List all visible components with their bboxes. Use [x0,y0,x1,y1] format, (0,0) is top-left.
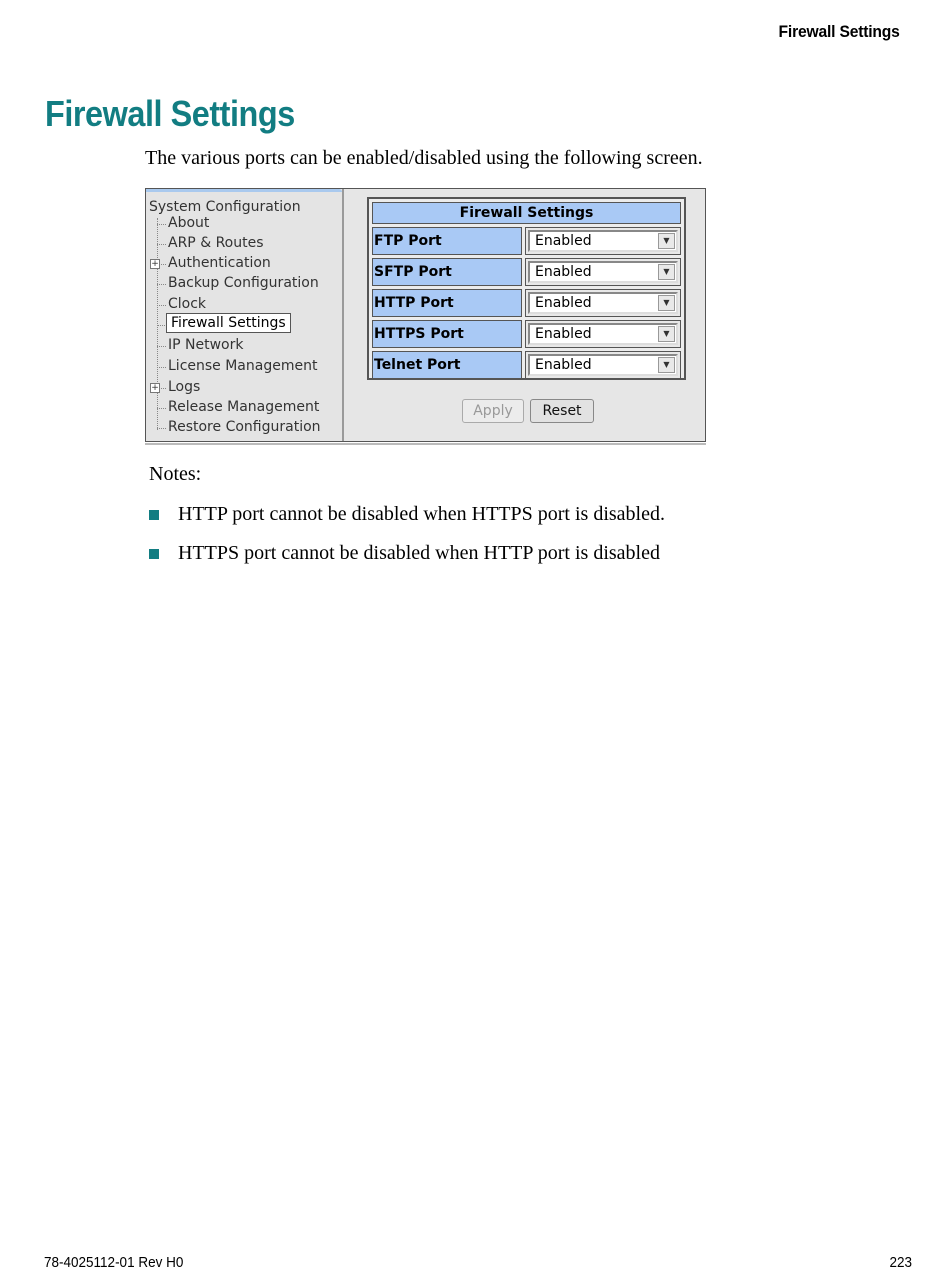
page-title: Firewall Settings [45,93,295,134]
tree-item-label: License Management [168,358,318,374]
tree-item-label: ARP & Routes [168,235,264,251]
tree-item-label: Restore Configuration [168,419,321,435]
https-port-label: HTTPS Port [372,320,522,348]
select-value: Enabled [535,233,592,249]
note-text: HTTPS port cannot be disabled when HTTP port is disabled [178,542,660,564]
select-value: Enabled [535,295,592,311]
reset-button[interactable]: Reset [530,399,594,423]
tree-item-label: About [168,215,210,231]
notes-heading: Notes: [149,463,202,485]
expand-plus-icon[interactable]: + [151,383,159,393]
dropdown-arrow-icon[interactable]: ▼ [658,326,675,342]
panel-title: Firewall Settings [372,202,681,224]
tree-item-label: IP Network [168,337,244,353]
tree-item-about[interactable] [168,215,209,231]
list-item [148,503,665,542]
dropdown-arrow-icon[interactable]: ▼ [658,295,675,311]
tree-item-label: Firewall Settings [171,315,286,331]
list-item [148,542,665,581]
https-port-cell [525,320,681,348]
http-port-label: HTTP Port [372,289,522,317]
telnet-port-label: Telnet Port [372,351,522,379]
firewall-settings-panel [367,197,686,380]
sftp-port-label: SFTP Port [372,258,522,286]
http-port-select[interactable] [528,292,678,314]
tree-root-system-configuration[interactable]: System Configuration [149,199,301,215]
select-value: Enabled [535,326,592,342]
tree-item-backup-configuration[interactable] [168,275,319,291]
config-tree [146,189,344,441]
footer-page-number: 223 [889,1254,912,1271]
tree-item-label: Clock [168,296,207,312]
tree-item-ip-network[interactable] [168,337,243,353]
footer-doc-number: 78-4025112-01 Rev H0 [44,1254,184,1271]
tree-item-label: Logs [168,379,201,395]
tree-item-license-management[interactable] [168,358,317,374]
https-port-select[interactable] [528,323,678,345]
sftp-port-select[interactable] [528,261,678,283]
ftp-port-label: FTP Port [372,227,522,255]
select-value: Enabled [535,264,592,280]
intro-paragraph: The various ports can be enabled/disabled using the following screen. [145,147,703,169]
dropdown-arrow-icon[interactable]: ▼ [658,357,675,373]
select-value: Enabled [535,357,592,373]
dropdown-arrow-icon[interactable]: ▼ [658,264,675,280]
running-header: Firewall Settings [778,22,900,41]
ftp-port-select[interactable] [528,230,678,252]
tree-item-arp-routes[interactable] [168,235,264,251]
telnet-port-cell [525,351,681,379]
tree-item-label: Backup Configuration [168,275,319,291]
sftp-port-cell [525,258,681,286]
tree-item-label: Release Management [168,399,320,415]
apply-button[interactable]: Apply [462,399,524,423]
dropdown-arrow-icon[interactable]: ▼ [658,233,675,249]
tree-connector [157,218,158,430]
square-bullet-icon [149,510,159,520]
http-port-cell [525,289,681,317]
square-bullet-icon [149,549,159,559]
notes-list [148,503,665,581]
tree-item-label: Authentication [168,255,271,271]
tree-item-authentication[interactable] [151,255,271,271]
tree-item-release-management[interactable] [168,399,319,415]
tree-item-logs[interactable] [151,379,201,395]
tree-item-restore-configuration[interactable] [168,419,321,435]
tree-item-firewall-settings[interactable] [166,313,291,333]
expand-plus-icon[interactable]: + [151,259,159,269]
telnet-port-select[interactable] [528,354,678,376]
ftp-port-cell [525,227,681,255]
note-text: HTTP port cannot be disabled when HTTPS port is disabled. [178,503,665,525]
firewall-settings-screenshot [145,188,706,442]
tree-item-clock[interactable] [168,296,206,312]
